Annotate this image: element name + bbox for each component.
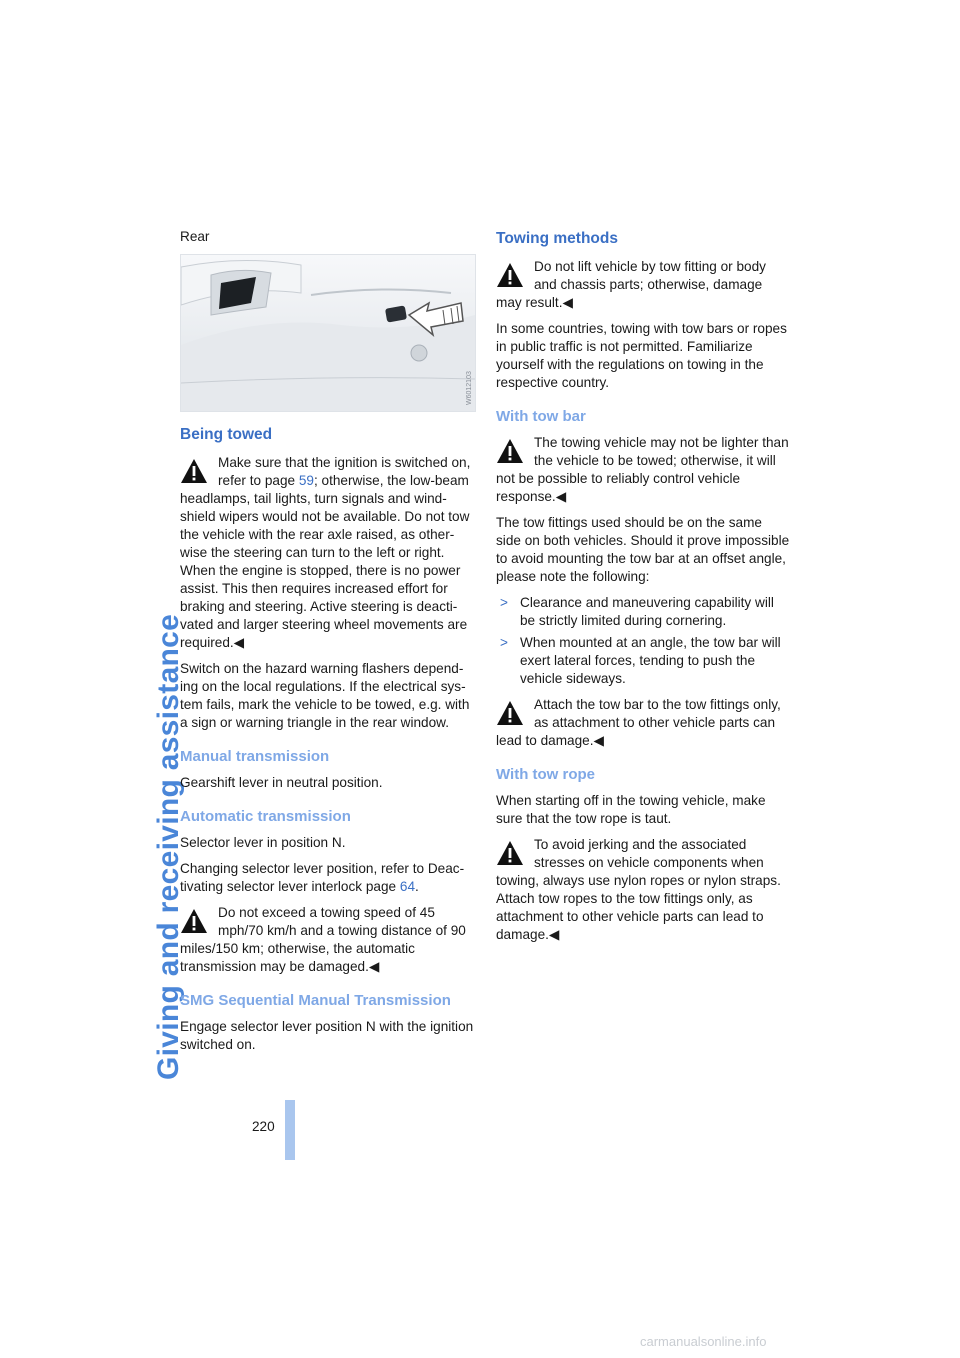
rear-bumper-illustration: [181, 255, 475, 411]
paragraph-smg: Engage selector lever position N with the ignition switched on.: [180, 1019, 474, 1052]
warning-towing-speed: [180, 904, 474, 976]
heading-smg: SMG Sequential Manual Transmission: [180, 992, 451, 1009]
warning-triangle-icon: [496, 840, 524, 866]
page-link-64[interactable]: 64: [399, 879, 416, 894]
paragraph-automatic-2: Changing selector lever position, refer to Deactivating selector lever interlock page 64.: [180, 861, 465, 894]
warning-tow-bar-attach: [496, 696, 790, 750]
left-column: [180, 228, 474, 1062]
warning-text: Make sure that the ignition is switched on, refer to page: [218, 455, 471, 488]
paragraph-towing-regulations: In some countries, towing with tow bars or ropes in public traffic is not permitted. Familiarize yourself with the regulations on towing in the respective country.: [496, 321, 787, 390]
warning-text: Do not lift vehicle by tow fitting or body and chassis parts; otherwise, damage may result.◀: [496, 259, 766, 310]
warning-triangle-icon: [180, 908, 208, 934]
warning-triangle-icon: [180, 458, 208, 484]
right-column: [496, 228, 790, 952]
heading-being-towed: Being towed: [180, 426, 273, 443]
page-marker-bar: [285, 1100, 295, 1160]
warning-text: ; otherwise, the low-beam headlamps, tail lights, turn signals and windshield wipers would not be available. Do not tow the vehicle with the rear axle raised, as otherwise the steering can turn to the left or right. When the engine is stopped, there is no power assist. This then requires increased effort for braking and steering. Active steering is deactivated and larger steering wheel movements are required.◀: [180, 473, 470, 650]
heading-manual-transmission: Manual transmission: [180, 748, 330, 765]
warning-text: The towing vehicle may not be lighter than the vehicle to be towed; otherwise, it will not be possible to reliably control vehicle response.◀: [496, 435, 789, 504]
warning-text: To avoid jerking and the associated stresses on vehicle components when towing, always use nylon ropes or nylon straps. Attach tow ropes to the tow fittings only, as attachment to other vehicle parts can lead to damage.◀: [496, 837, 781, 942]
paragraph-manual: Gearshift lever in neutral position.: [180, 775, 383, 790]
warning-being-towed: [180, 454, 474, 652]
footer-watermark: carmanualsonline.info: [640, 1334, 767, 1349]
section-title-text: Giving and receiving assistance: [152, 613, 185, 1080]
warning-triangle-icon: [496, 262, 524, 288]
warning-triangle-icon: [496, 700, 524, 726]
heading-towing-methods: Towing methods: [496, 230, 618, 247]
section-side-title: [118, 230, 185, 1080]
warning-tow-fitting: [496, 258, 790, 312]
list-item: > Clearance and maneuvering capability will be strictly limited during cornering.: [500, 595, 774, 628]
rear-tow-fitting-figure: [180, 254, 476, 412]
heading-with-tow-bar: With tow bar: [496, 408, 586, 425]
page-link-59[interactable]: 59: [298, 473, 314, 488]
warning-tow-rope: [496, 836, 790, 944]
warning-towing-vehicle-weight: [496, 434, 790, 506]
warning-text: Do not exceed a towing speed of 45 mph/70 km/h and a towing distance of 90 miles/150 km; otherwise, the automatic transmission may be damaged.◀: [180, 905, 466, 974]
paragraph-hazard-flashers: Switch on the hazard warning flashers depending on the local regulations. If the electrical system fails, mark the vehicle to be towed, e.g. with a sign or warning triangle in the rear window.: [180, 661, 470, 730]
page-number: 220: [252, 1119, 275, 1134]
heading-automatic-transmission: Automatic transmission: [180, 808, 351, 825]
warning-text: Attach the tow bar to the tow fittings only, as attachment to other vehicle parts can lead to damage.◀: [496, 697, 781, 748]
image-code: W6012103: [466, 371, 473, 405]
heading-with-tow-rope: With tow rope: [496, 766, 596, 783]
paragraph-tow-rope: When starting off in the towing vehicle, make sure that the tow rope is taut.: [496, 793, 766, 826]
warning-triangle-icon: [496, 438, 524, 464]
rear-label: Rear: [180, 229, 210, 244]
list-item: > When mounted at an angle, the tow bar will exert lateral forces, tending to push the vehicle sideways.: [500, 635, 781, 686]
tow-bar-bullet-list: [496, 594, 790, 688]
paragraph-tow-fittings: The tow fittings used should be on the same side on both vehicles. Should it prove impossible to avoid mounting the tow bar at an offset angle, please note the following:: [496, 515, 790, 584]
paragraph-automatic-1: Selector lever in position N.: [180, 835, 346, 850]
